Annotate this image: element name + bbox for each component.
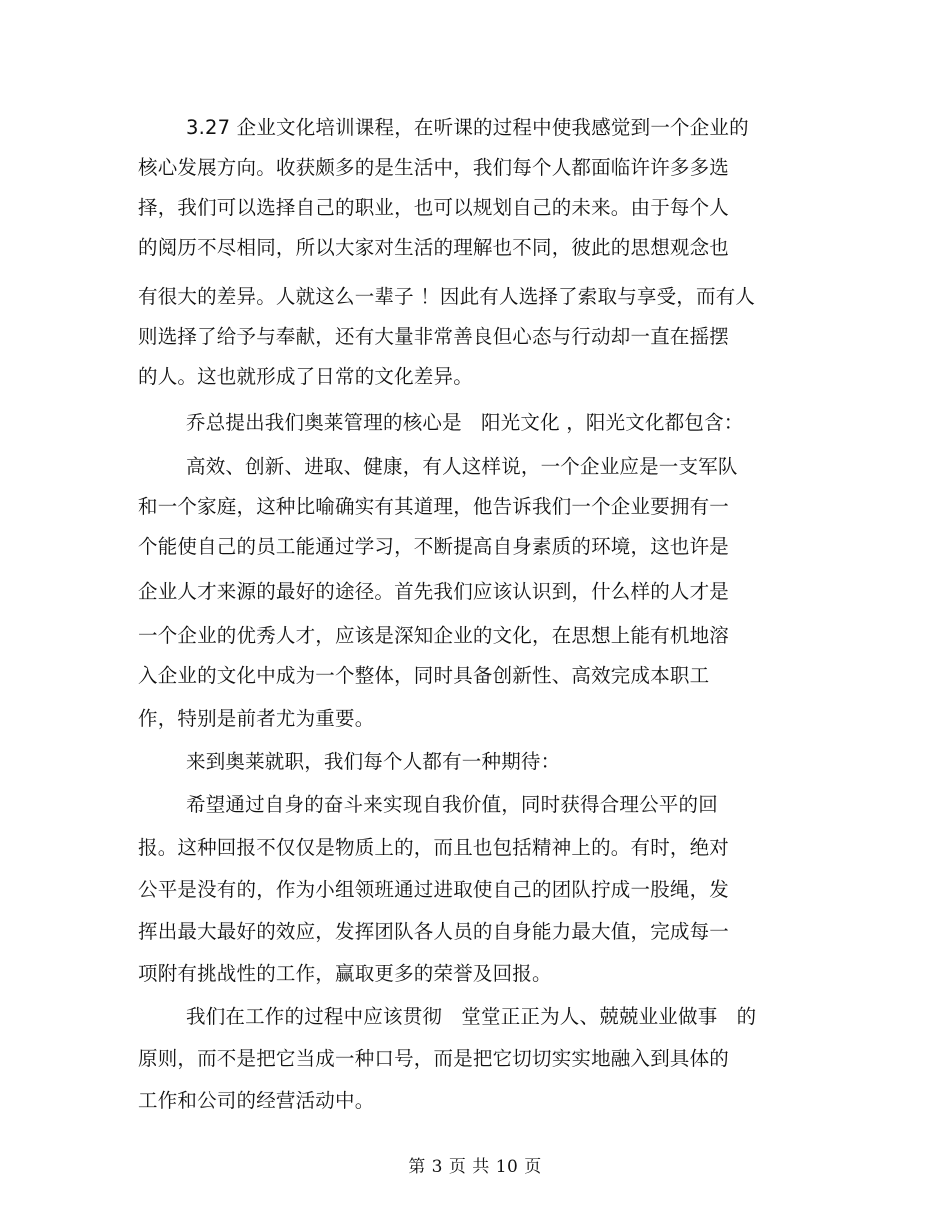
paragraph-line: 企业人才来源的最好的途径。首先我们应该认识到，什么样的人才是 bbox=[138, 580, 730, 603]
paragraph-line: 报。这种回报不仅仅是物质上的，而且也包括精神上的。有时，绝对 bbox=[138, 836, 730, 859]
paragraph-line: 我们在工作的过程中应该贯彻 堂堂正正为人、兢兢业业做事 的 bbox=[186, 1005, 757, 1028]
paragraph-line: 原则，而不是把它当成一种口号，而是把它切切实实地融入到具体的 bbox=[138, 1047, 730, 1070]
paragraph-line: 则选择了给予与奉献，还有大量非常善良但心态与行动却一直在摇摆 bbox=[138, 325, 730, 348]
paragraph-line: 来到奥莱就职，我们每个人都有一种期待： bbox=[186, 750, 561, 773]
page-number-footer: 第 3 页 共 10 页 bbox=[408, 1157, 542, 1177]
paragraph-line: 核心发展方向。收获颇多的是生活中，我们每个人都面临许许多多选 bbox=[138, 156, 730, 179]
paragraph-line: 3.27 企业文化培训课程，在听课的过程中使我感觉到一个企业的 bbox=[186, 116, 749, 139]
paragraph-line: 挥出最大最好的效应，发挥团队各人员的自身能力最大值，完成每一 bbox=[138, 920, 730, 943]
paragraph-line: 择，我们可以选择自己的职业，也可以规划自己的未来。由于每个人 bbox=[138, 196, 730, 219]
paragraph-line: 希望通过自身的奋斗来实现自我价值，同时获得合理公平的回 bbox=[186, 793, 718, 816]
paragraph-line: 入企业的文化中成为一个整体，同时具备创新性、高效完成本职工 bbox=[138, 664, 710, 687]
paragraph-line: 一个企业的优秀人才，应该是深知企业的文化，在思想上能有机地溶 bbox=[138, 624, 730, 647]
paragraph-line: 和一个家庭，这种比喻确实有其道理，他告诉我们一个企业要拥有一 bbox=[138, 495, 730, 518]
paragraph-line: 作，特别是前者尤为重要。 bbox=[138, 707, 375, 730]
paragraph-line: 高效、创新、进取、健康，有人这样说，一个企业应是一支军队 bbox=[186, 455, 738, 478]
paragraph-line: 公平是没有的，作为小组领班通过进取使自己的团队拧成一股绳，发 bbox=[138, 878, 730, 901]
paragraph-line: 项附有挑战性的工作，赢取更多的荣誉及回报。 bbox=[138, 962, 552, 985]
paragraph-line: 有很大的差异。人就这么一辈子 ！因此有人选择了索取与享受，而有人 bbox=[138, 285, 756, 308]
paragraph-line: 乔总提出我们奥莱管理的核心是 阳光文化 ，阳光文化都包含： bbox=[186, 411, 744, 434]
paragraph-line: 个能使自己的员工能通过学习，不断提高自身素质的环境，这也许是 bbox=[138, 535, 730, 558]
paragraph-line: 的阅历不尽相同，所以大家对生活的理解也不同，彼此的思想观念也 bbox=[138, 236, 730, 259]
paragraph-line: 的人。这也就形成了日常的文化差异。 bbox=[138, 365, 473, 388]
paragraph-line: 工作和公司的经营活动中。 bbox=[138, 1089, 375, 1112]
